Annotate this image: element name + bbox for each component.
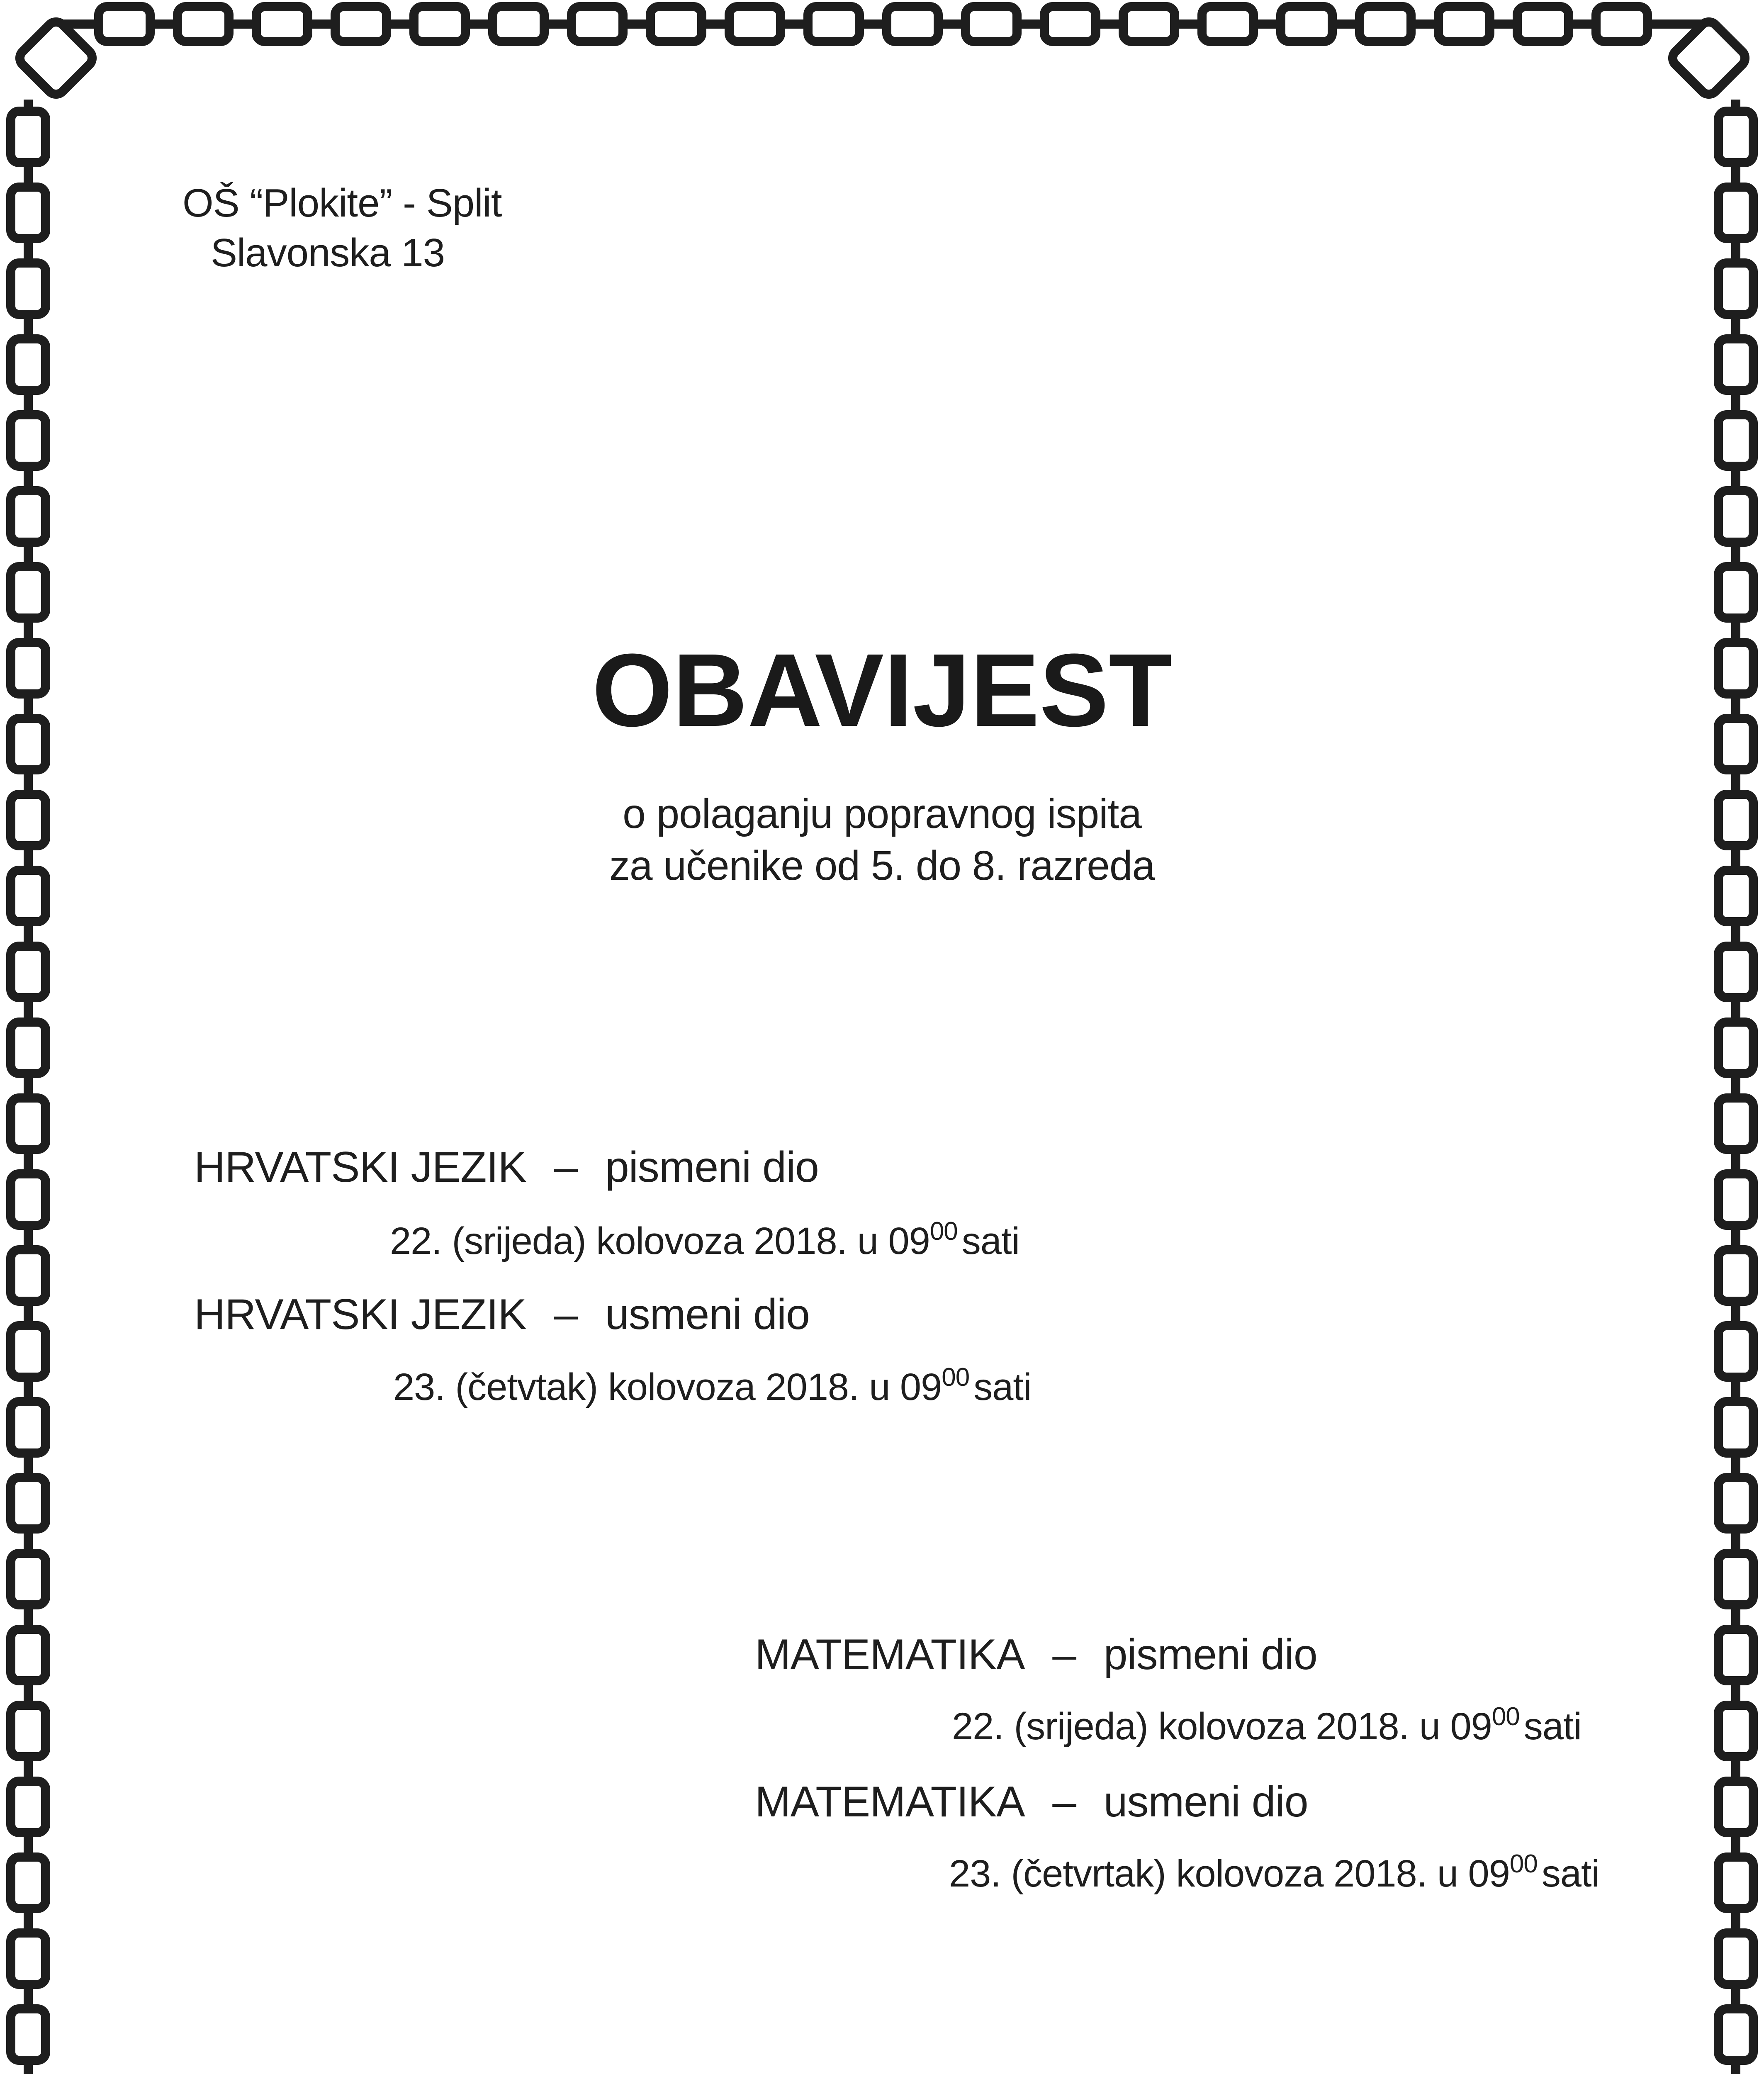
croatian-written-datetime xyxy=(390,1217,1019,1263)
dash-separator: – xyxy=(1052,1778,1076,1826)
time-unit: sati xyxy=(961,1220,1019,1262)
exam-date: 23. (četvtak) kolovoza 2018. u 09 xyxy=(393,1366,942,1408)
exam-minutes: 00 xyxy=(1509,1850,1538,1878)
dash-separator: – xyxy=(554,1143,578,1191)
time-unit: sati xyxy=(1541,1852,1600,1895)
school-name: OŠ “Plokite” - Split xyxy=(182,181,502,225)
math-written-datetime xyxy=(952,1702,1582,1748)
dash-separator: – xyxy=(1052,1631,1076,1679)
exam-part: usmeni dio xyxy=(1103,1778,1308,1826)
time-unit: sati xyxy=(973,1366,1032,1408)
subject-name: MATEMATIKA xyxy=(755,1778,1025,1826)
exam-date: 22. (srijeda) kolovoza 2018. u 09 xyxy=(952,1705,1492,1748)
school-address: Slavonska 13 xyxy=(210,231,445,275)
subtitle-line-1: o polaganju popravnog ispita xyxy=(623,791,1141,837)
subject-name: HRVATSKI JEZIK xyxy=(194,1143,526,1191)
exam-date: 23. (četvrtak) kolovoza 2018. u 09 xyxy=(949,1852,1510,1895)
croatian-written-heading xyxy=(194,1143,819,1192)
exam-part: usmeni dio xyxy=(605,1290,810,1339)
notice-subtitle xyxy=(0,788,1764,892)
time-unit: sati xyxy=(1523,1705,1582,1748)
croatian-oral-heading xyxy=(194,1290,810,1339)
exam-minutes: 00 xyxy=(929,1217,958,1246)
subject-name: MATEMATIKA xyxy=(755,1631,1025,1679)
exam-date: 22. (srijeda) kolovoza 2018. u 09 xyxy=(390,1220,930,1262)
subject-name: HRVATSKI JEZIK xyxy=(194,1290,526,1339)
math-written-heading xyxy=(755,1630,1317,1680)
exam-minutes: 00 xyxy=(942,1363,970,1392)
notice-title: OBAVIJEST xyxy=(592,632,1172,748)
subtitle-line-2: za učenike od 5. do 8. razreda xyxy=(609,842,1155,889)
math-oral-datetime xyxy=(949,1852,1599,1896)
math-oral-heading xyxy=(755,1777,1308,1827)
exam-part: pismeni dio xyxy=(1103,1631,1317,1679)
school-header xyxy=(182,178,502,278)
exam-minutes: 00 xyxy=(1491,1702,1520,1731)
exam-part: pismeni dio xyxy=(605,1143,819,1191)
croatian-oral-datetime xyxy=(393,1363,1032,1409)
dash-separator: – xyxy=(554,1290,578,1339)
